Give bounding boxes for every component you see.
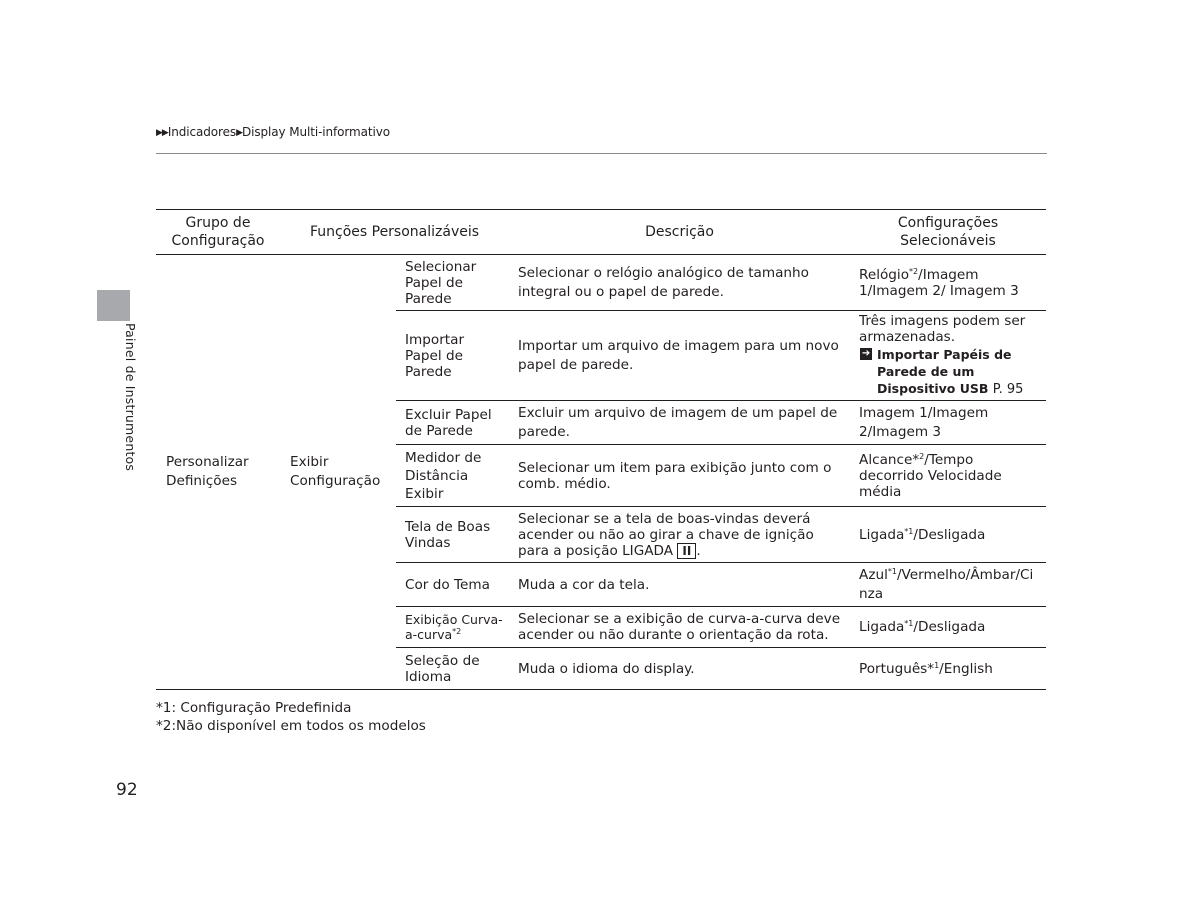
page-number: 92	[116, 780, 138, 800]
section-label: Painel de Instrumentos	[123, 323, 138, 472]
item-cell: Excluir Papel de Parede	[396, 401, 509, 445]
footnote-mark: *1	[904, 526, 914, 536]
description-cell: Muda o idioma do display.	[509, 648, 850, 690]
setting-cell: Três imagens podem ser armazenadas. ➔ Importar Papéis de Parede de um Dispositivo USB P. 95	[850, 311, 1046, 401]
item-cell: Cor do Tema	[396, 563, 509, 607]
table-header-row	[156, 210, 1046, 255]
setting-cell: Alcance*$^2$/Tempo decorrido Velocidade média	[850, 445, 1046, 507]
breadcrumb	[156, 125, 390, 139]
setting-cell: Ligada$^{*1}$/Desligada	[850, 607, 1046, 648]
breadcrumb-link-indicadores[interactable]: Indicadores	[167, 125, 237, 139]
footnote-mark: 1	[934, 660, 940, 670]
setting-cell: Ligada$^{*1}$/Desligada	[850, 507, 1046, 563]
table-row	[156, 255, 1046, 311]
section-tab-marker	[97, 290, 130, 321]
footnote-mark: *2	[452, 627, 462, 636]
setting-cell: Imagem 1/Imagem 2/Imagem 3	[850, 401, 1046, 445]
item-cell: Exibição Curva-a-curva$^{*2}$	[396, 607, 509, 648]
footnote-mark: 2	[919, 451, 925, 461]
footnotes	[156, 699, 426, 735]
footnote-2: *2:Não disponível em todos os modelos	[156, 718, 426, 734]
setting-cell: Azul$^{*1}$/Vermelho/Âmbar/Ci nza	[850, 563, 1046, 607]
double-arrow-icon: ▶▶	[156, 128, 168, 138]
description-cell: Muda a cor da tela.	[509, 563, 850, 607]
header-function: Funções Personalizáveis	[280, 210, 509, 255]
ignition-key-position-icon: II	[677, 543, 696, 559]
item-cell: Importar Papel de Parede	[396, 311, 509, 401]
setting-cell: Português*$^1$/English	[850, 648, 1046, 690]
cross-reference-link[interactable]: ➔ Importar Papéis de Parede de um Dispositivo USB P. 95	[861, 347, 1024, 397]
description-cell: Importar um arquivo de imagem para um novo papel de parede.	[509, 311, 850, 401]
description-cell: Selecionar se a exibição de curva-a-curva deve acender ou não durante o orientação da rota.	[509, 607, 850, 648]
item-cell: Tela de Boas Vindas	[396, 507, 509, 563]
description-cell: Selecionar se a tela de boas-vindas deverá acender ou não ao girar a chave de ignição para a posição LIGADA II .	[509, 507, 850, 563]
function-cell: Exibir Configuração	[280, 255, 396, 690]
footnote-1: *1: Configuração Predefinida	[156, 700, 352, 716]
header-divider	[156, 153, 1047, 154]
footnote-mark: *1	[904, 619, 914, 628]
settings-table	[156, 209, 1046, 690]
reference-arrow-icon: ➔	[861, 348, 871, 359]
setting-cell: Relógio$^{*2}$/Imagem 1/Imagem 2/ Imagem 3	[850, 255, 1046, 311]
description-cell: Selecionar um item para exibição junto com o comb. médio.	[509, 445, 850, 507]
header-description: Descrição	[509, 210, 850, 255]
description-cell: Excluir um arquivo de imagem de um papel de parede.	[509, 401, 850, 445]
item-cell: Seleção de Idioma	[396, 648, 509, 690]
description-cell: Selecionar o relógio analógico de tamanho integral ou o papel de parede.	[509, 255, 850, 311]
arrow-icon: ▶	[236, 128, 242, 138]
header-settings: Configurações Selecionáveis	[850, 210, 1046, 255]
footnote-mark: *1	[887, 566, 897, 576]
footnote-mark: *2	[909, 266, 919, 276]
item-cell: Medidor de Distância Exibir	[396, 445, 509, 507]
item-cell: Selecionar Papel de Parede	[396, 255, 509, 311]
breadcrumb-link-display[interactable]: Display Multi-informativo	[241, 125, 390, 139]
group-cell: Personalizar Definições	[156, 255, 280, 690]
header-group: Grupo de Configuração	[156, 210, 280, 255]
